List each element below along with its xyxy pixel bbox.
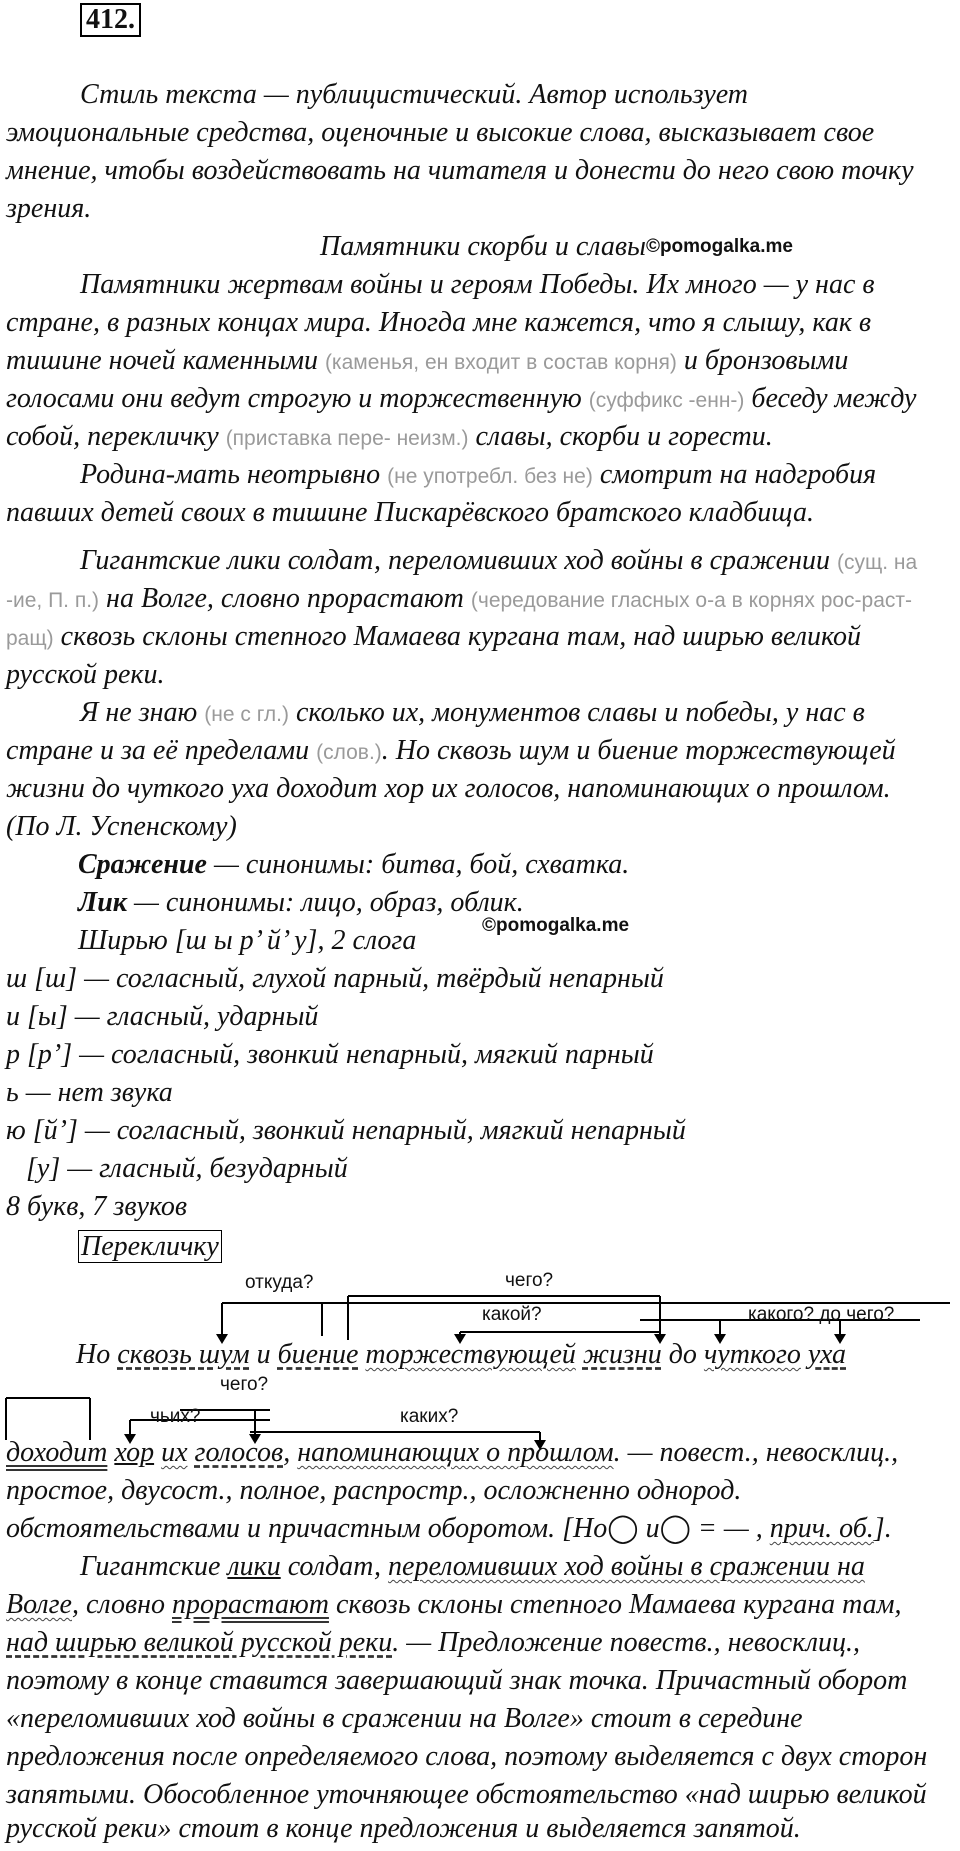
word-object: голосов xyxy=(194,1437,284,1468)
question-kakoi: какой? xyxy=(482,1304,542,1325)
word: до xyxy=(661,1339,704,1370)
sentence2-line-1 xyxy=(80,1548,956,1586)
style-line-2: эмоциональные средства, оценочные и высокие слова, высказывает свое xyxy=(6,117,875,148)
scheme-participle: прич. об. xyxy=(769,1513,874,1544)
space xyxy=(801,1339,808,1370)
synonym-list: — синонимы: битва, бой, схватка. xyxy=(206,849,630,880)
question-kakih: каких? xyxy=(400,1406,459,1427)
participial-phrase: напоминающих о прошлом xyxy=(297,1437,614,1468)
scheme-and: и xyxy=(638,1513,660,1544)
question-chego-2: чего? xyxy=(220,1374,269,1395)
analysis2-line-1: поэтому в конце ставится завершающий знак точка. Причастный оборот xyxy=(6,1665,908,1696)
phonetic-line-5: ь — нет звука xyxy=(6,1077,173,1108)
text-line-7: павших детей своих в тишине Пискарёвского братского кладбища. xyxy=(6,497,815,528)
analysis2-line-3: предложения после определяемого слова, поэтому выделяется с двух сторон xyxy=(6,1741,928,1772)
phonetic-line-6: ю [й’] — согласный, звонкий непарный, мягкий непарный xyxy=(6,1115,686,1146)
scheme-start: обстоятельствами и причастным оборотом. [Но xyxy=(6,1513,608,1544)
question-otkuda: откуда? xyxy=(245,1272,314,1293)
gray-note: (слов.) xyxy=(316,741,382,764)
style-line-3: мнение, чтобы воздействовать на читателя и донести до него свою точку xyxy=(6,155,914,186)
gray-note: (суффикс -енн-) xyxy=(588,389,745,412)
question-kakogo: какого? до чего? xyxy=(748,1304,895,1325)
word-subject: лики xyxy=(227,1551,281,1582)
text-fragment: стране и за её пределами xyxy=(6,735,310,766)
gray-note: (каменья, ен входит в состав корня) xyxy=(324,351,677,374)
text-title: Памятники скорби и славы xyxy=(320,231,646,262)
circle-icon: ◯ xyxy=(607,1513,639,1544)
text-fragment: голосами они ведут строгую и торжественную xyxy=(6,383,582,414)
punct: , xyxy=(283,1437,298,1468)
phonetic-line-4: р [р’] — согласный, звонкий непарный, мягкий парный xyxy=(6,1039,654,1070)
phonetic-line-3: и [ы] — гласный, ударный xyxy=(6,1001,319,1032)
synonym-word: Лик xyxy=(78,887,127,918)
space xyxy=(188,1437,195,1468)
text-fragment: Родина-мать неотрывно xyxy=(80,459,381,490)
word-object: жизни xyxy=(582,1339,662,1370)
analysis2-line-4: запятыми. Обособленное уточняющее обстоятельство «над ширью великой xyxy=(6,1779,927,1810)
word: , словно xyxy=(71,1589,172,1620)
phonetic-line-8: 8 букв, 7 звуков xyxy=(6,1191,188,1222)
gray-note: (чередование гласных о-а в корнях рос-раст- xyxy=(470,589,913,612)
word-attribute: чуткого xyxy=(703,1339,801,1370)
word-circumstance: сквозь шум xyxy=(117,1339,250,1370)
question-chego-1: чего? xyxy=(505,1270,554,1291)
gray-note: -ие, П. п.) xyxy=(6,589,100,612)
word-subject: хор xyxy=(114,1437,155,1468)
text-fragment: сквозь склоны степного Мамаева кургана там, над ширью великой xyxy=(60,621,862,652)
text-line-14: жизни до чуткого уха доходит хор их голосов, напоминающих о прошлом. xyxy=(6,773,891,804)
phonetic-line-7: [у] — гласный, безударный xyxy=(26,1153,348,1184)
analysis-start: . — повест., невосклиц., xyxy=(613,1437,899,1468)
word-circumstance: биение xyxy=(277,1339,359,1370)
gray-note: (не употребл. без не) xyxy=(387,465,593,488)
word-object: уха xyxy=(807,1339,847,1370)
gray-note: (приставка пере- неизм.) xyxy=(225,427,469,450)
text-line-11: русской реки. xyxy=(6,659,165,690)
text-fragment: на Волге, словно прорастают xyxy=(106,583,464,614)
text-fragment: Я не знаю xyxy=(80,697,198,728)
sentence2-line-3 xyxy=(6,1624,958,1662)
analysis2-line-2: «переломивших ход войны в сражении на Волге» стоит в середине xyxy=(6,1703,803,1734)
word: и xyxy=(249,1339,278,1370)
analysis-line-1: простое, двусост., полное, распростр., осложненно однород. xyxy=(6,1475,742,1506)
text-fragment: смотрит на надгробия xyxy=(599,459,877,490)
morph-word: Перекличку xyxy=(78,1230,222,1263)
text-fragment: беседу между xyxy=(751,383,917,414)
word-predicate: прорастают xyxy=(172,1589,329,1620)
phonetic-line-1: Ширью [ш ы р’ й’ у], 2 слога xyxy=(78,925,417,956)
text-fragment: тишине ночей каменными xyxy=(6,345,318,376)
text-fragment: собой, перекличку xyxy=(6,421,219,452)
analysis2-line-5: русской реки» стоит в конце предложения и выделяется запятой. xyxy=(6,1813,801,1844)
word: Но xyxy=(76,1339,118,1370)
text-line-15: (По Л. Успенскому) xyxy=(6,811,237,842)
text-fragment: славы, скорби и горести. xyxy=(475,421,773,452)
text-fragment: сколько их, монументов славы и победы, у нас в xyxy=(296,697,865,728)
analysis-start: . — Предложение повеств., невосклиц., xyxy=(392,1627,860,1658)
participial-phrase: переломивших ход войны в сражении на xyxy=(388,1551,865,1582)
scheme-mid: = — , xyxy=(690,1513,770,1544)
question-chiih: чьих? xyxy=(150,1406,201,1427)
text-line-1: Памятники жертвам войны и героям Победы. Их много — у нас в xyxy=(80,269,875,300)
word-predicate: доходит xyxy=(6,1437,108,1468)
text-fragment: Гигантские лики солдат, переломивших ход войны в сражении xyxy=(80,545,830,576)
text-fragment: . Но сквозь шум и биение торжествующей xyxy=(381,735,896,766)
synonym-list: — синонимы: лицо, образ, облик. xyxy=(126,887,524,918)
phonetic-line-2: ш [ш] — согласный, глухой парный, твёрдый непарный xyxy=(6,963,664,994)
scheme-end: ]. xyxy=(873,1513,892,1544)
gray-note: (не с гл.) xyxy=(204,703,289,726)
style-line-4: зрения. xyxy=(6,193,92,224)
synonym-word: Сражение xyxy=(78,849,207,880)
style-line-1: Стиль текста — публицистический. Автор использует xyxy=(80,79,749,110)
analysis-line-2 xyxy=(6,1510,958,1548)
watermark-2: ©pomogalka.me xyxy=(482,915,630,936)
text-fragment: и бронзовыми xyxy=(683,345,849,376)
isolated-circumstance: над ширью великой русской реки xyxy=(6,1627,393,1658)
word-attribute: их xyxy=(161,1437,188,1468)
word: солдат, xyxy=(280,1551,389,1582)
exercise-number: 412. xyxy=(80,3,141,37)
space xyxy=(576,1339,583,1370)
sentence2-line-2 xyxy=(6,1586,958,1624)
word: Гигантские xyxy=(80,1551,228,1582)
word: сквозь склоны степного Мамаева кургана там, xyxy=(328,1589,902,1620)
gray-note: (сущ. на xyxy=(836,551,918,574)
participial-phrase-end: Волге xyxy=(6,1589,72,1620)
parsed-sentence-line-1 xyxy=(76,1336,960,1374)
watermark: ©pomogalka.me xyxy=(645,236,793,257)
word-attribute: торжествующей xyxy=(365,1339,576,1370)
circle-icon: ◯ xyxy=(659,1513,691,1544)
gray-note: ращ) xyxy=(6,627,54,650)
text-line-2: стране, в разных концах мира. Иногда мне кажется, что я слышу, как в xyxy=(6,307,872,338)
parsed-sentence-line-2 xyxy=(6,1434,958,1472)
